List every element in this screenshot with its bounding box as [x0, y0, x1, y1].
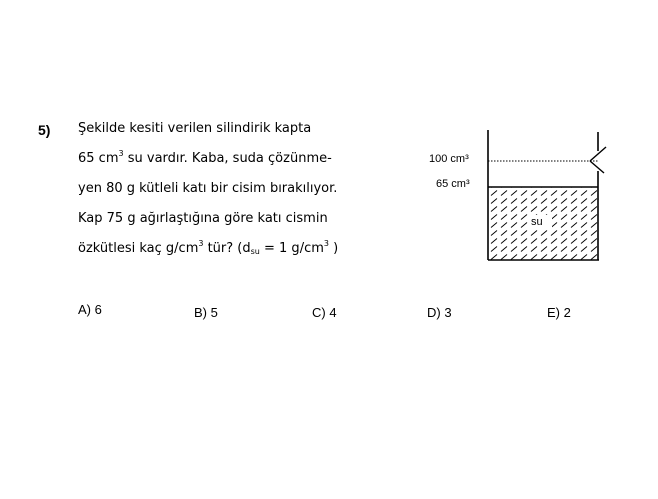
question-line-5: [78, 240, 398, 270]
question-line-4: Kap 75 g ağırlaştığına göre katı cismin: [78, 211, 328, 226]
label-65: 65 cm³: [436, 178, 470, 190]
option-b[interactable]: B) 5: [194, 305, 218, 320]
line-2-part-a: 65 cm: [78, 151, 119, 166]
superscript: 3: [118, 149, 124, 158]
cylinder-diagram: [420, 125, 610, 265]
superscript: 3: [198, 239, 204, 248]
option-a[interactable]: A) 6: [78, 302, 102, 317]
question-line-2: [78, 150, 398, 180]
line-5-part-a: özkütlesi kaç g/cm: [78, 241, 199, 256]
container-figure: [420, 125, 610, 265]
question-text: [78, 120, 398, 270]
liquid-label: su: [531, 216, 543, 228]
label-100: 100 cm³: [429, 153, 469, 165]
question-line-3: yen 80 g kütleli katı bir cisim bırakılıyor.: [78, 181, 338, 196]
line-5-part-b: tür? (d: [203, 241, 251, 256]
line-5-part-c: = 1 g/cm: [259, 241, 324, 256]
line-2-part-b: su vardır. Kaba, suda çözünme-: [123, 151, 332, 166]
line-5-part-d: ): [328, 241, 339, 256]
superscript: 3: [323, 239, 329, 248]
question-line-1: Şekilde kesiti verilen silindirik kapta: [78, 121, 312, 136]
option-d[interactable]: D) 3: [427, 305, 452, 320]
option-c[interactable]: C) 4: [312, 305, 337, 320]
option-e[interactable]: E) 2: [547, 305, 571, 320]
subscript: su: [250, 247, 260, 256]
break-mark-2: [590, 161, 604, 173]
question-number: 5): [38, 122, 51, 138]
